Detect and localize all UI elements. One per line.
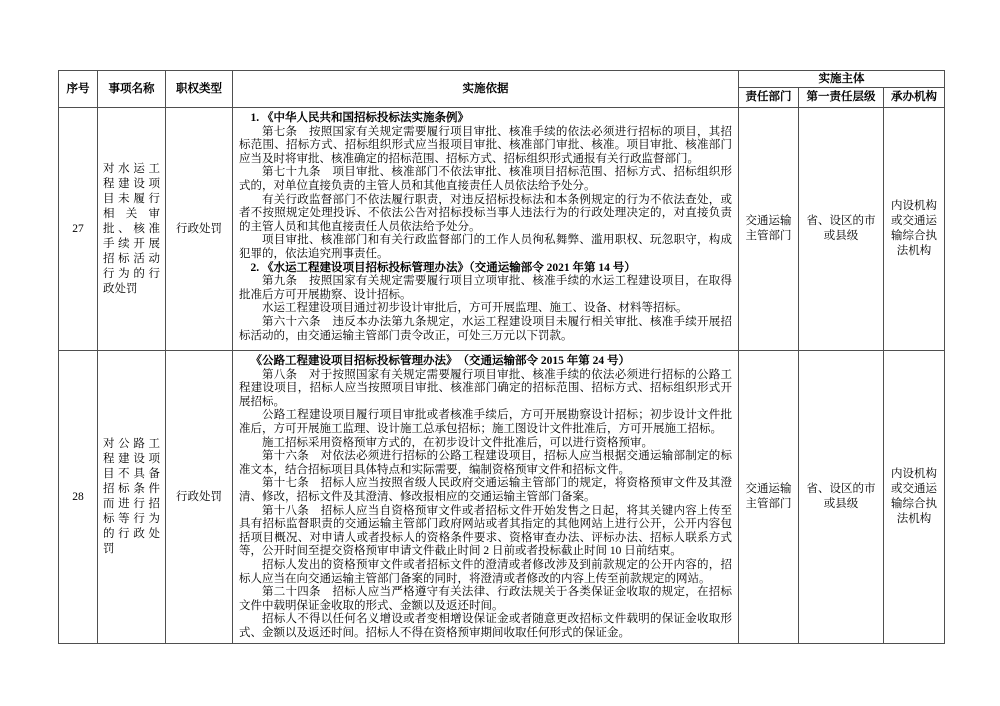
authority-matters-table bbox=[58, 70, 945, 644]
basis-heading: 《公路工程建设项目招标投标管理办法》 （交通运输部令 2015 年第 24 号） bbox=[250, 355, 630, 367]
col-header-agency: 承办机构 bbox=[884, 88, 945, 108]
basis-paragraph: 招标人发出的资格预审文件或者招标文件的澄清或者修改涉及到前款规定的公开内容的，招标人应当在向交通运输主管部门备案的同时，将澄清或者修改的内容上传至前款规定的网站。 bbox=[239, 558, 732, 585]
agency-cell: 内设机构或交通运输综合执法机构 bbox=[884, 351, 945, 644]
basis-heading: 2. 《水运工程建设项目招标投标管理办法》（交通运输部令 2021 年第 14 号） bbox=[250, 261, 636, 274]
col-header-basis: 实施依据 bbox=[233, 71, 739, 108]
power-type-cell: 行政处罚 bbox=[166, 351, 233, 644]
table-header bbox=[59, 71, 945, 108]
dept-cell: 交通运输主管部门 bbox=[739, 108, 799, 351]
basis-paragraph: 第七条 按照国家有关规定需要履行项目审批、核准手续的依法必须进行招标的项目，其招标范围、招标方式、招标组织形式应当报项目审批、核准部门审批、核准。项目审批、核准部门应当及时将审批、核准确定的招标范围、招标方式、招标组织形式通报有关行政监督部门。 bbox=[239, 125, 732, 165]
item-name-cell: 对水运工程建设项目未履行相关审批、核准手续开展招标活动行为的行政处罚 bbox=[98, 108, 166, 351]
power-type-cell: 行政处罚 bbox=[166, 108, 233, 351]
basis-paragraph: 公路工程建设项目履行项目审批或者核准手续后，方可开展勘察设计招标；初步设计文件批准后，方可开展施工监理、设计施工总承包招标；施工图设计文件批准后，方可开展施工招标。 bbox=[239, 409, 732, 435]
level-cell: 省、设区的市或县级 bbox=[799, 108, 884, 351]
col-header-dept: 责任部门 bbox=[739, 88, 799, 108]
basis-paragraph: 招标人不得以任何名义增设或者变相增设保证金或者随意更改招标文件载明的保证金收取形式、金额以及返还时间。招标人不得在资格预审期间收取任何形式的保证金。 bbox=[239, 613, 732, 639]
col-header-level: 第一责任层级 bbox=[799, 88, 884, 108]
basis-paragraph: 有关行政监督部门不依法履行职责，对违反招标投标法和本条例规定的行为不依法查处，或者不按照规定处理投诉、不依法公告对招标投标当事人违法行为的行政处理决定的，对直接负责的主管人员和其他直接责任人员依法给予处分。 bbox=[239, 193, 732, 233]
basis-paragraph: 水运工程建设项目通过初步设计审批后，方可开展监理、施工、设备、材料等招标。 bbox=[262, 302, 688, 315]
col-header-item-name: 事项名称 bbox=[98, 71, 166, 108]
basis-paragraph: 第十八条 招标人应当自资格预审文件或者招标文件开始发售之日起，将其关键内容上传至具有招标监督职责的交通运输主管部门政府网站或者其指定的其他网站上进行公开，公开内容包括项目概况、对申请人或者投标人的资格条件要求、资格审查办法、评标办法、招标人联系方式等，公开时间至提交资格预审申请文件截止时间 2 日前或者投标截止时间 10 日前结束。 bbox=[239, 504, 732, 558]
basis-paragraph: 项目审批、核准部门和有关行政监督部门的工作人员徇私舞弊、滥用职权、玩忽职守，构成犯罪的，依法追究刑事责任。 bbox=[239, 234, 732, 260]
agency-cell: 内设机构或交通运输综合执法机构 bbox=[884, 108, 945, 351]
basis-heading: 1. 《中华人民共和国招标投标法实施条例》 bbox=[250, 112, 469, 124]
seq-cell: 28 bbox=[59, 351, 98, 644]
seq-cell: 27 bbox=[59, 108, 98, 351]
level-cell: 省、设区的市或县级 bbox=[799, 351, 884, 644]
col-header-subject: 实施主体 bbox=[739, 71, 945, 88]
basis-cell bbox=[233, 351, 739, 644]
col-header-seq: 序号 bbox=[59, 71, 98, 108]
table-body bbox=[59, 108, 945, 644]
basis-paragraph: 第六十六条 违反本办法第九条规定，水运工程建设项目未履行相关审批、核准手续开展招标活动的，由交通运输主管部门责令改正，可处三万元以下罚款。 bbox=[239, 315, 732, 342]
basis-cell bbox=[233, 108, 739, 351]
basis-paragraph: 第九条 按照国家有关规定需要履行项目立项审批、核准手续的水运工程建设项目，在取得批准后方可开展勘察、设计招标。 bbox=[239, 275, 732, 301]
basis-paragraph: 施工招标采用资格预审方式的，在初步设计文件批准后，可以进行资格预审。 bbox=[262, 436, 653, 449]
basis-paragraph: 第八条 对于按照国家有关规定需要履行项目审批、核准手续的依法必须进行招标的公路工程建设项目，招标人应当按照项目审批、核准部门确定的招标范围、招标方式、招标组织形式开展招标。 bbox=[239, 368, 732, 408]
basis-paragraph: 第二十四条 招标人应当严格遵守有关法律、行政法规关于各类保证金收取的规定，在招标文件中载明保证金收取的形式、金额以及返还时间。 bbox=[239, 586, 732, 612]
dept-cell: 交通运输主管部门 bbox=[739, 351, 799, 644]
table-row bbox=[59, 108, 945, 351]
basis-paragraph: 第十六条 对依法必须进行招标的公路工程建设项目，招标人应当根据交通运输部制定的标准文本，结合招标项目具体特点和实际需要，编制资格预审文件和招标文件。 bbox=[239, 450, 732, 476]
col-header-power-type: 职权类型 bbox=[166, 71, 233, 108]
item-name-cell: 对公路工程建设项目不具备招标条件而进行招标等行为的行政处罚 bbox=[98, 351, 166, 644]
basis-paragraph: 第十七条 招标人应当按照省级人民政府交通运输主管部门的规定，将资格预审文件及其澄清、修改，招标文件及其澄清、修改报相应的交通运输主管部门备案。 bbox=[239, 477, 732, 503]
table-row bbox=[59, 351, 945, 644]
basis-paragraph: 第七十九条 项目审批、核准部门不依法审批、核准项目招标范围、招标方式、招标组织形式的，对单位直接负责的主管人员和其他直接责任人员依法给予处分。 bbox=[239, 166, 732, 192]
